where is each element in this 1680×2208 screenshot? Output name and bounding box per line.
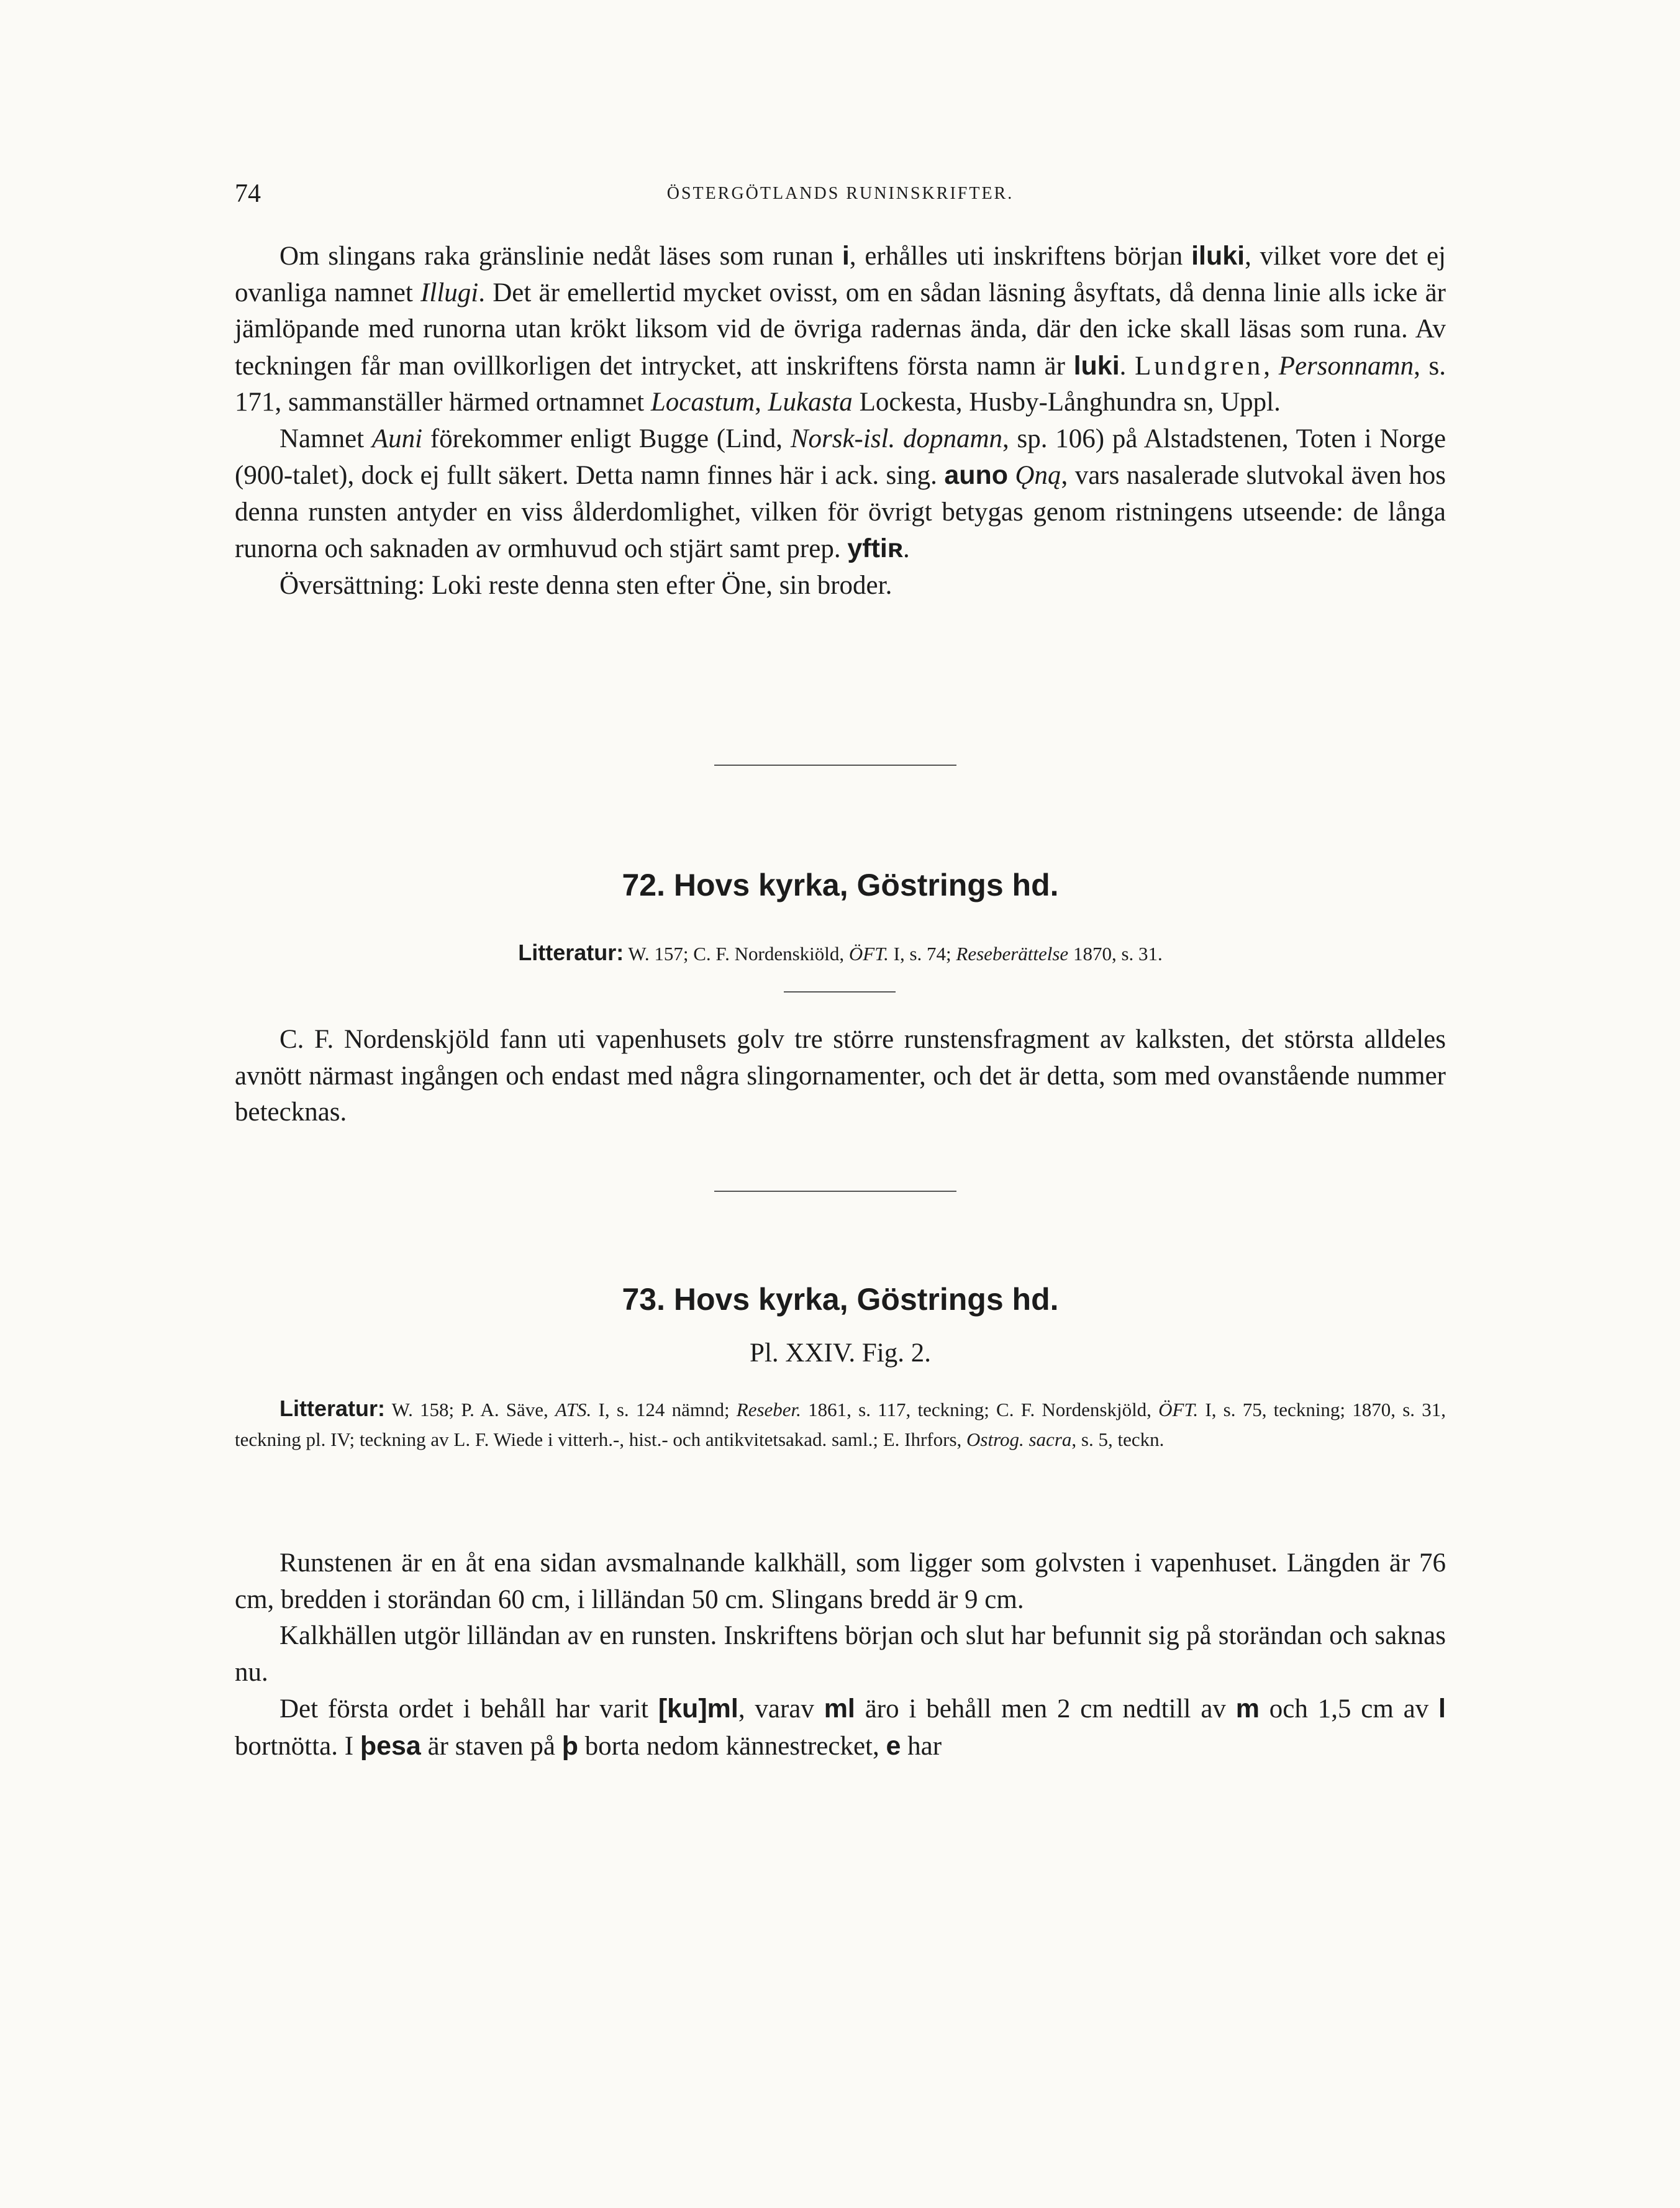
- paragraph: Namnet Auni förekommer enligt Bugge (Lind, Norsk-isl. dopnamn, sp. 106) på Alstadstenen, Toten i Norge (900-talet), dock ej fullt säkert. Detta namn finnes här i ack. sing. auno Ǫną, vars nasalerade slutvokal även hos denna runsten antyder en viss ålderdomlighet, vilken för övrigt betygas genom ristningens utseende: de långa runorna och saknaden av ormhuvud och stjärt samt prep. yftiʀ.: [235, 424, 1446, 563]
- short-divider: [784, 991, 896, 993]
- rune-word: yftiʀ: [847, 534, 903, 563]
- paragraph: C. F. Nordenskjöld fann uti vapenhusets golv tre större runstensfragment av kalksten, det största alldeles avnött närmast ingången och endast med några slingornamenter, och det är detta, som med ovanstående nummer betecknas.: [235, 1025, 1446, 1127]
- section-divider: [714, 765, 956, 766]
- section-71-text: [235, 238, 1446, 604]
- rune-word: l: [1438, 1694, 1446, 1724]
- rune-word: þesa: [360, 1730, 421, 1761]
- section-73-text: [235, 1545, 1446, 1765]
- paragraph: Kalkhällen utgör lilländan av en runsten. Inskriftens början och slut har befunnit sig på storändan och saknas nu.: [235, 1621, 1446, 1687]
- section-heading-72: 72. Hovs kyrka, Göstrings hd.: [622, 868, 1059, 902]
- section-divider: [714, 1191, 956, 1192]
- paragraph: Det första ordet i behåll har varit [ku]ml, varav ml äro i behåll men 2 cm nedtill av m och 1,5 cm av l bortnötta. I þesa är staven på þ borta nedom kännestrecket, e har: [235, 1694, 1446, 1761]
- rune-word: e: [886, 1730, 901, 1761]
- literature-72: Litteratur: W. 157; C. F. Nordenskiöld, ÖFT. I, s. 74; Reseberättelse 1870, s. 31.: [518, 940, 1163, 965]
- literature-73: Litteratur: W. 158; P. A. Säve, ATS. I, s. 124 nämnd; Reseber. 1861, s. 117, teckning; C. F. Nordenskjöld, ÖFT. I, s. 75, teckning; 1870, s. 31, teckning pl. IV; teckning av L. F. Wiede i vitterh.-, hist.- och antikvitetsakad. saml.; E. Ihrfors, Ostrog. sacra, s. 5, teckn.: [235, 1396, 1446, 1450]
- rune-word: þ: [561, 1730, 578, 1761]
- page-number: 74: [235, 179, 261, 208]
- literature-label: Litteratur:: [279, 1396, 385, 1421]
- paragraph: Runstenen är en åt ena sidan avsmalnande kalkhäll, som ligger som golvsten i vapenhuset. Längden är 76 cm, bredden i storändan 60 cm, i lilländan 50 cm. Slingans bredd är 9 cm.: [235, 1548, 1446, 1614]
- section-72-text: [235, 1022, 1446, 1131]
- literature-label: Litteratur:: [518, 940, 624, 965]
- rune-word: luki: [1073, 350, 1120, 381]
- rune-word: ml: [824, 1694, 855, 1724]
- author-name: Lundgren: [1135, 351, 1264, 381]
- running-title: ÖSTERGÖTLANDS RUNINSKRIFTER.: [666, 184, 1014, 203]
- rune-word: i: [842, 241, 850, 271]
- translation: Översättning: Loki reste denna sten efter Öne, sin broder.: [279, 570, 892, 600]
- plate-reference: Pl. XXIV. Fig. 2.: [750, 1338, 931, 1368]
- section-heading-73: 73. Hovs kyrka, Göstrings hd.: [622, 1282, 1059, 1317]
- rune-word: iluki: [1191, 241, 1245, 271]
- rune-word: auno: [944, 460, 1009, 490]
- rune-word: [ku]ml: [658, 1694, 738, 1724]
- rune-word: m: [1235, 1694, 1260, 1724]
- paragraph: Om slingans raka gränslinie nedåt läses som runan i, erhålles uti inskriftens början iluki, vilket vore det ej ovanliga namnet Illugi. Det är emellertid mycket ovisst, om en sådan läsning åsyftats, då denna linie alls icke är jämlöpande med runorna utan krökt liksom vid de övriga radernas ända, där den icke skall läsas som runa. Av teckningen får man ovillkorligen det intrycket, att inskriftens första namn är luki. Lundgren, Personnamn, s. 171, sammanställer härmed ortnamnet Locastum, Lukasta Lockesta, Husby-Långhundra sn, Uppl.: [235, 241, 1446, 417]
- page-header: [235, 179, 1446, 216]
